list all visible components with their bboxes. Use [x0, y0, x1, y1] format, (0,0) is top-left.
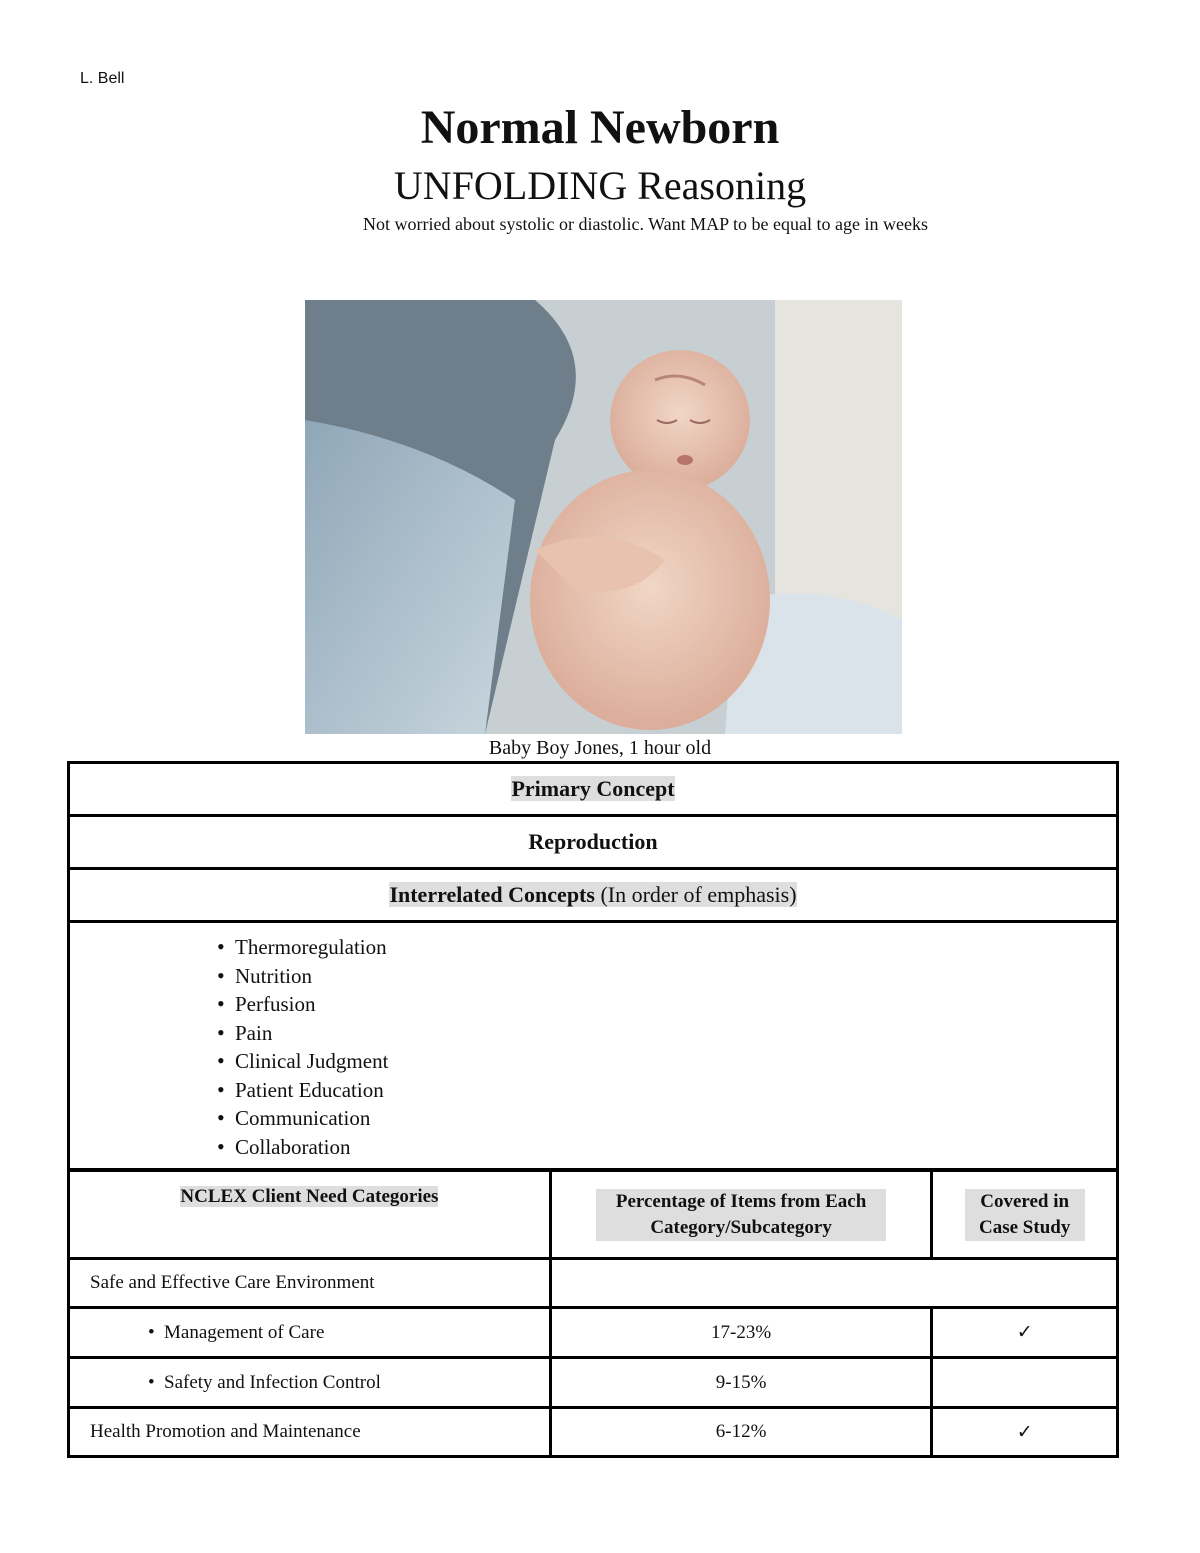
- newborn-photo: [305, 300, 902, 734]
- nclex-covered-check: ✓: [932, 1408, 1118, 1457]
- nclex-table: [67, 1169, 1119, 1458]
- interrelated-header: [389, 882, 796, 907]
- list-item: • Clinical Judgment: [217, 1047, 1116, 1076]
- photo-caption: Baby Boy Jones, 1 hour old: [488, 737, 712, 759]
- interrelated-header-cell: [69, 869, 1118, 922]
- nclex-percent: 17-23%: [550, 1308, 931, 1358]
- primary-concept-header: Primary Concept: [511, 776, 675, 801]
- primary-concept: Reproduction: [69, 816, 1118, 869]
- nclex-category: Health Promotion and Maintenance: [69, 1408, 551, 1457]
- concepts-table: [67, 761, 1119, 1171]
- list-item: • Nutrition: [217, 962, 1116, 991]
- nclex-covered-check: [932, 1358, 1118, 1408]
- nclex-percent: 9-15%: [550, 1358, 931, 1408]
- author-name: L. Bell: [80, 70, 125, 87]
- interrelated-header-bold: Interrelated Concepts: [389, 882, 595, 907]
- nclex-percent: 6-12%: [550, 1408, 931, 1457]
- list-item: • Perfusion: [217, 990, 1116, 1019]
- nclex-subcategory: • Management of Care: [90, 1322, 324, 1343]
- table-row: [69, 1408, 1118, 1457]
- nclex-header-covered-cell: [932, 1171, 1118, 1259]
- nclex-category-cell: [69, 1308, 551, 1358]
- nclex-merged-cell: [550, 1259, 1117, 1308]
- list-item: • Pain: [217, 1019, 1116, 1048]
- nclex-header-percentage-cell: [550, 1171, 931, 1259]
- document-title: Normal Newborn: [420, 101, 780, 154]
- nclex-header-percentage: Percentage of Items from Each Category/Subcategory: [596, 1189, 886, 1241]
- newborn-photo-illustration: [305, 300, 902, 734]
- handwritten-note: Not worried about systolic or diastolic. Want MAP to be equal to age in weeks: [363, 214, 928, 234]
- nclex-covered-check: ✓: [932, 1308, 1118, 1358]
- interrelated-header-rest: (In order of emphasis): [594, 882, 797, 907]
- document-subtitle: UNFOLDING Reasoning: [393, 163, 807, 208]
- nclex-category-cell: [69, 1358, 551, 1408]
- table-row: [69, 1358, 1118, 1408]
- interrelated-concepts-list: [70, 933, 1116, 1161]
- list-item: • Collaboration: [217, 1133, 1116, 1162]
- list-item: • Patient Education: [217, 1076, 1116, 1105]
- table-row: [69, 1259, 1118, 1308]
- nclex-category: Safe and Effective Care Environment: [69, 1259, 551, 1308]
- nclex-header-categories: NCLEX Client Need Categories: [180, 1186, 439, 1207]
- list-item: • Thermoregulation: [217, 933, 1116, 962]
- nclex-header-categories-cell: [69, 1171, 551, 1259]
- interrelated-concepts-cell: [69, 922, 1118, 1170]
- list-item: • Communication: [217, 1104, 1116, 1133]
- nclex-header-row: [69, 1171, 1118, 1259]
- nclex-header-covered: Covered in Case Study: [965, 1189, 1085, 1241]
- nclex-subcategory: • Safety and Infection Control: [90, 1372, 381, 1393]
- table-row: [69, 1308, 1118, 1358]
- primary-concept-header-cell: [69, 763, 1118, 816]
